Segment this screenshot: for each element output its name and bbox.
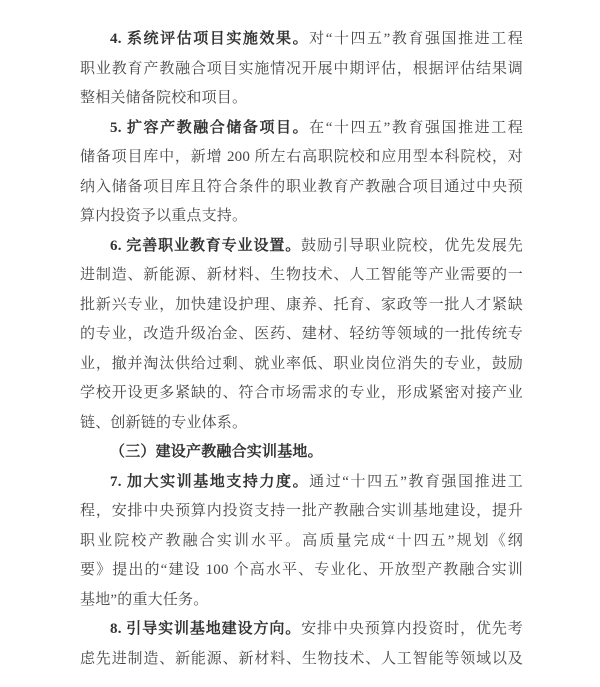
text-line <box>80 232 523 262</box>
paragraph-lead: 4. 系统评估项目实施效果。 <box>110 31 310 47</box>
text-line <box>80 645 523 675</box>
line-text: 整相关储备院校和项目。 <box>80 90 248 106</box>
line-text: 基地”的重大任务。 <box>80 591 209 608</box>
line-text: 程，安排中央预算内投资支持一批产教融合实训基地建设，提升 <box>80 503 523 519</box>
text-line <box>80 379 523 409</box>
text-line <box>80 291 523 321</box>
paragraph-lead: 5. 扩容产教融合储备项目。 <box>110 119 310 136</box>
line-text: 鼓励引导职业院校，优先发展先 <box>301 237 523 254</box>
paragraph-lead: 8. 引导实训基地建设方向。 <box>110 621 302 637</box>
line-text: 储备项目库中，新增 200 所左右高职院校和应用型本科院校，对 <box>80 149 523 165</box>
text-line <box>80 497 523 527</box>
paragraph-lead: 6. 完善职业教育专业设置。 <box>110 237 302 254</box>
line-text: 在“十四五”教育强国推进工程 <box>309 119 523 136</box>
line-text: 学校开设更多紧缺的、符合市场需求的专业，形成紧密对接产业 <box>80 385 523 401</box>
text-line <box>80 173 523 203</box>
text-line <box>80 438 523 468</box>
line-text: 安排中央预算内投资时，优先考 <box>301 621 523 637</box>
text-line <box>80 586 523 616</box>
text-line <box>80 143 523 173</box>
paragraph-lead: （三）建设产教融合实训基地。 <box>110 444 323 460</box>
line-text: 对“十四五”教育强国推进工程 <box>309 31 523 47</box>
text-line <box>80 202 523 232</box>
line-text: 职业教育产教融合项目实施情况开展中期评估，根据评估结果调 <box>80 60 523 77</box>
text-line <box>80 350 523 380</box>
line-text: 的专业，改造升级冶金、医药、建材、轻纺等领域的一批传统专 <box>80 326 523 342</box>
line-text: 职业院校产教融合实训水平。高质量完成“十四五”规划《纲 <box>80 532 523 549</box>
line-text: 纳入储备项目库且符合条件的职业教育产教融合项目通过中央预 <box>80 178 523 195</box>
text-line <box>80 320 523 350</box>
line-text: 要》提出的“建设 100 个高水平、专业化、开放型产教融合实训 <box>80 562 523 578</box>
document-text <box>80 25 523 674</box>
text-line <box>80 114 523 144</box>
line-text: 通过“十四五”教育强国推进工 <box>309 473 523 490</box>
text-line <box>80 55 523 85</box>
line-text: 批新兴专业，加快建设护理、康养、托育、家政等一批人才紧缺 <box>80 296 523 313</box>
line-text: 算内投资予以重点支持。 <box>80 208 248 224</box>
text-line <box>80 556 523 586</box>
text-line <box>80 25 523 55</box>
line-text: 进制造、新能源、新材料、生物技术、人工智能等产业需要的一 <box>80 267 523 283</box>
text-line <box>80 409 523 439</box>
text-line <box>80 527 523 557</box>
text-line <box>80 84 523 114</box>
paragraph-lead: 7. 加大实训基地支持力度。 <box>110 473 310 490</box>
line-text: 虑先进制造、新能源、新材料、生物技术、人工智能等领域以及 <box>80 650 523 667</box>
text-line <box>80 615 523 645</box>
line-text: 业，撤并淘汰供给过剩、就业率低、职业岗位消失的专业，鼓励 <box>80 355 523 372</box>
line-text: 链、创新链的专业体系。 <box>80 414 248 431</box>
text-line <box>80 468 523 498</box>
text-line <box>80 261 523 291</box>
